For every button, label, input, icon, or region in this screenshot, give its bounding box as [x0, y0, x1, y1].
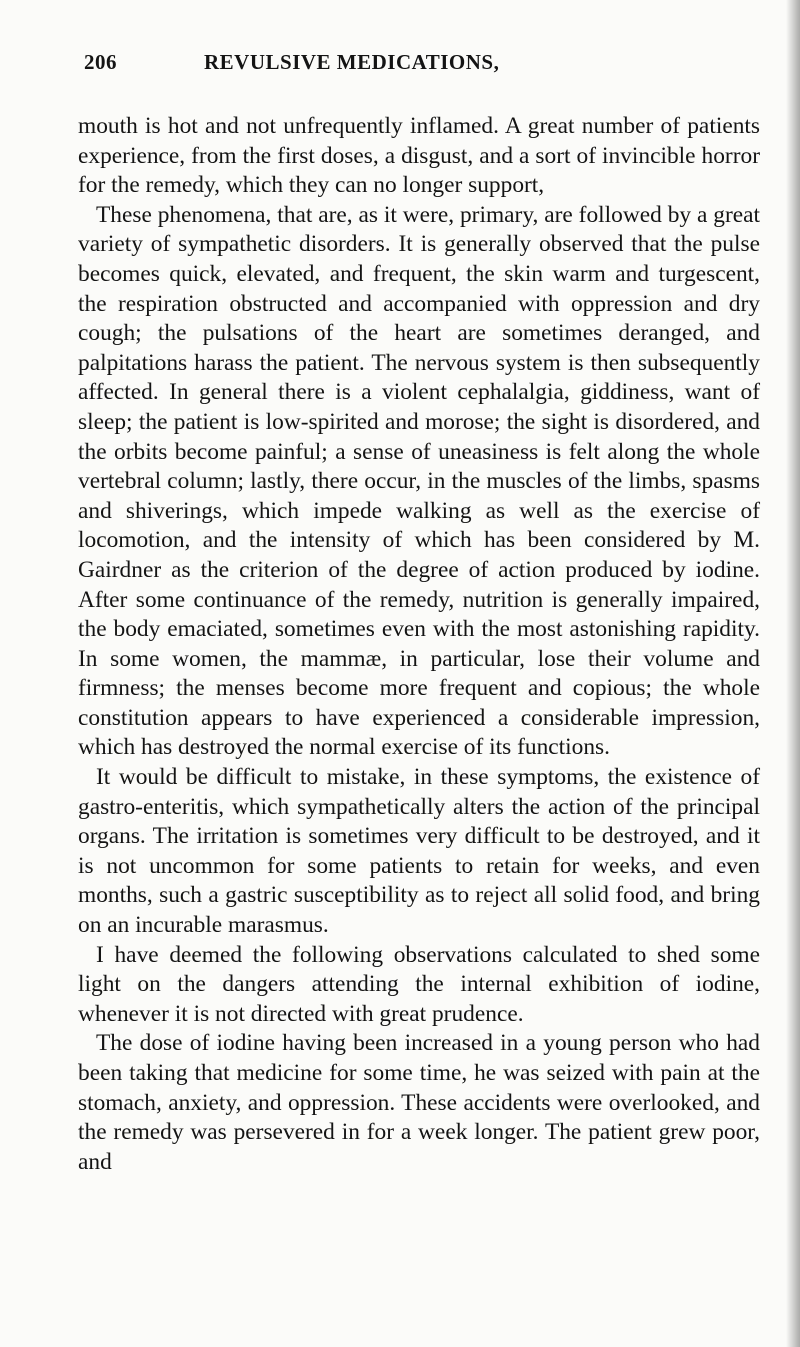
paragraph-continuation: mouth is hot and not unfrequently inflamed. A great number of patients experience, from the first doses, a disgust, and a sort of invincible horror for the remedy, which they can no longer support,: [78, 113, 760, 199]
paragraph-case: The dose of iodine having been increased in a young person who had been taking that medicine for some time, he was seized with pain at the stomach, anxiety, and oppression. These accidents were overlooked, and the remedy was persevered in for a week longer. The patient grew poor, and: [78, 1030, 760, 1175]
running-title: REVULSIVE MEDICATIONS,: [204, 50, 500, 74]
paragraph-gastro-enteritis: It would be difficult to mistake, in these symptoms, the existence of gastro-enteritis, which sympathetically alters the action of the principal organs. The irritation is sometimes very difficult to be destroyed, and it is not uncommon for some patients to retain for weeks, and even months, such a gastric susceptibility as to reject all solid food, and bring on an incurable marasmus.: [78, 764, 760, 939]
running-head: [84, 50, 684, 84]
body-text: [78, 112, 760, 1177]
paragraph-symptoms: These phenomena, that are, as it were, primary, are followed by a great variety of sympathetic disorders. It is generally observed that the pulse becomes quick, elevated, and frequent, the skin warm and turgescent, the respiration obstructed and accompanied with oppression and dry cough; the pulsations of the heart are sometimes deranged, and palpitations harass the patient. The nervous system is then subsequently affected. In general there is a violent cephalalgia, giddiness, want of sleep; the patient is low-spirited and morose; the sight is disordered, and the orbits become painful; a sense of uneasiness is felt along the whole vertebral column; lastly, there occur, in the muscles of the limbs, spasms and shiverings, which impede walking as well as the exercise of locomotion, and the intensity of which has been considered by M. Gairdner as the criterion of the degree of action produced by iodine. After some continuance of the remedy, nutrition is generally impaired, the body emaciated, sometimes even with the most astonishing rapidity. In some women, the mammæ, in particular, lose their volume and firmness; the menses become more frequent and copious; the whole constitution appears to have experienced a considerable impression, which has destroyed the normal exercise of its functions.: [78, 201, 760, 761]
page-number: 206: [84, 50, 117, 74]
page-edge-shadow: [786, 0, 800, 1347]
paragraph-observations-intro: I have deemed the following observations calculated to shed some light on the dangers attending the internal exhibition of iodine, whenever it is not directed with great prudence.: [78, 941, 760, 1027]
